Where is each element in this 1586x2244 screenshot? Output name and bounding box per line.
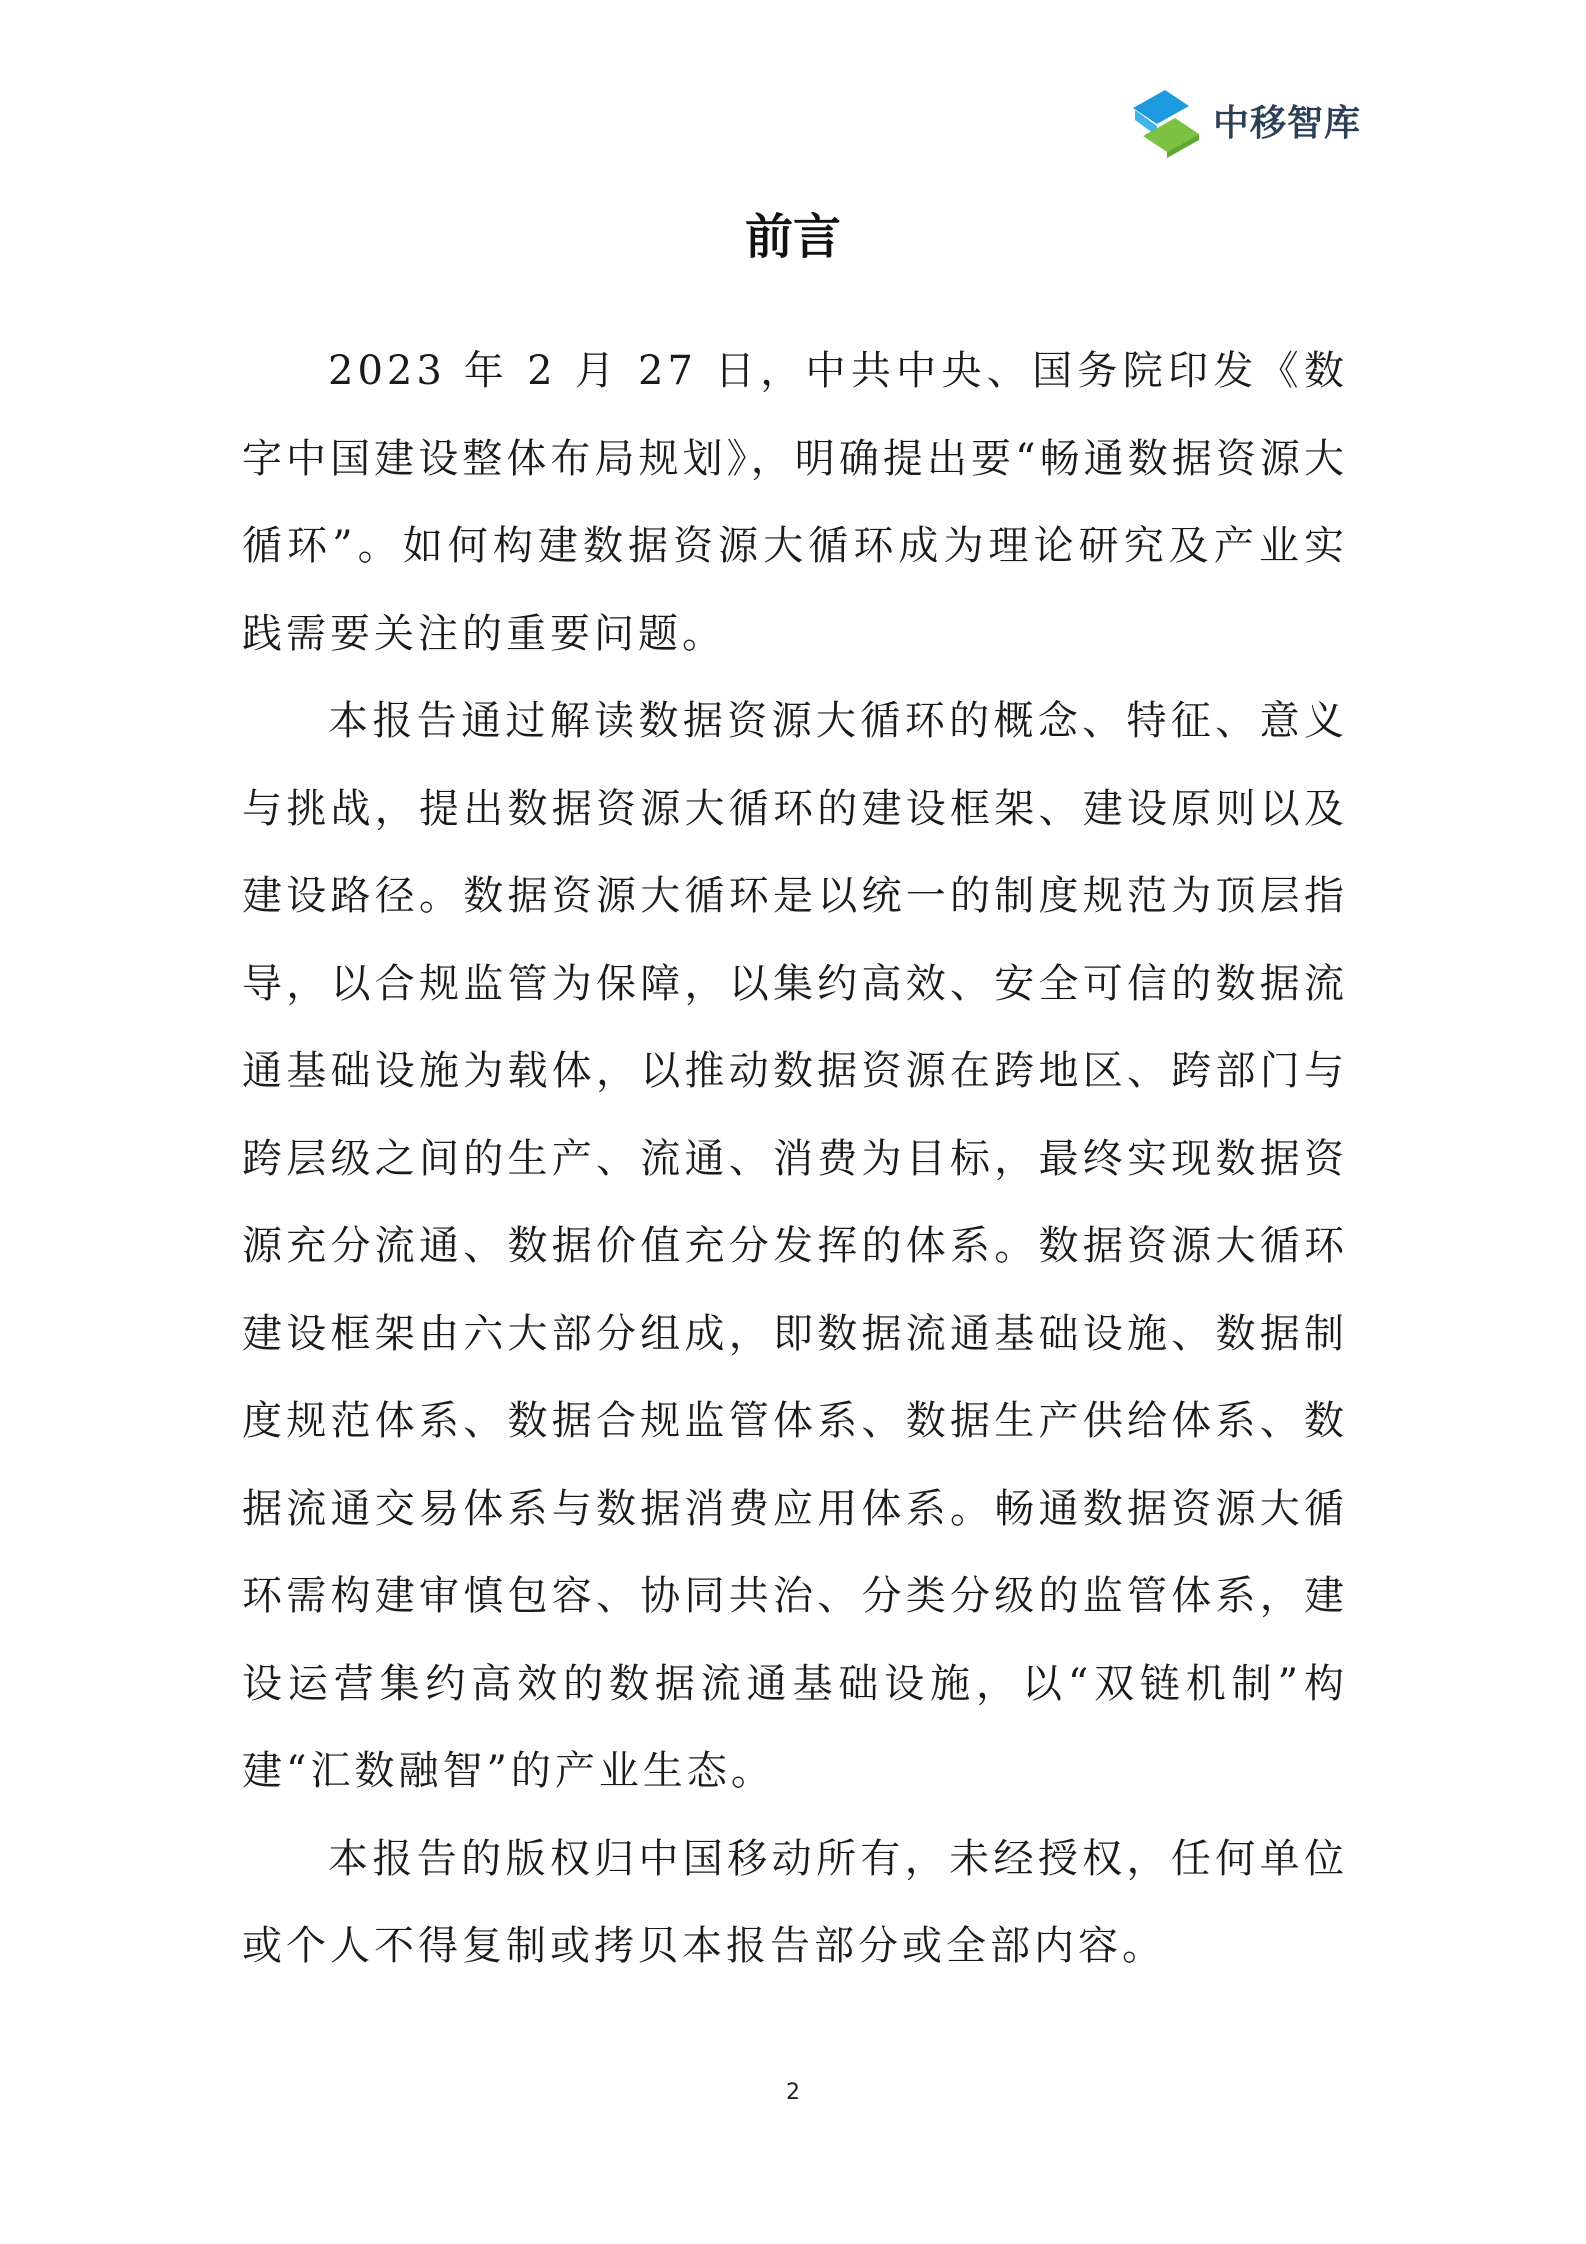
paragraph-1: 2023 年 2 月 27 日，中共中央、国务院印发《数字中国建设整体布局规划》，明确提出要“畅通数据资源大循环”。如何构建数据资源大循环成为理论研究及产业实践需要关注的重要问题。: [242, 348, 1348, 657]
header-logo: [1125, 80, 1362, 160]
paragraph-3: 本报告的版权归中国移动所有，未经授权，任何单位或个人不得复制或拷贝本报告部分或全部内容。: [242, 1835, 1348, 1969]
body-text: [242, 328, 1348, 1991]
paragraph-2: 本报告通过解读数据资源大循环的概念、特征、意义与挑战，提出数据资源大循环的建设框架、建设原则以及建设路径。数据资源大循环是以统一的制度规范为顶层指导，以合规监管为保障，以集约高效、安全可信的数据流通基础设施为载体，以推动数据资源在跨地区、跨部门与跨层级之间的生产、流通、消费为目标，最终实现数据资源充分流通、数据价值充分发挥的体系。数据资源大循环建设框架由六大部分组成，即数据流通基础设施、数据制度规范体系、数据合规监管体系、数据生产供给体系、数据流通交易体系与数据消费应用体系。畅通数据资源大循环需构建审慎包容、协同共治、分类分级的监管体系，建设运营集约高效的数据流通基础设施，以“双链机制”构建“汇数融智”的产业生态。: [242, 698, 1348, 1794]
page-title: 前言: [744, 209, 841, 265]
logo-text: 中移智库: [1213, 102, 1362, 144]
page-number: 2: [786, 2080, 800, 2105]
china-mobile-think-tank-logo-icon: [1125, 80, 1205, 160]
